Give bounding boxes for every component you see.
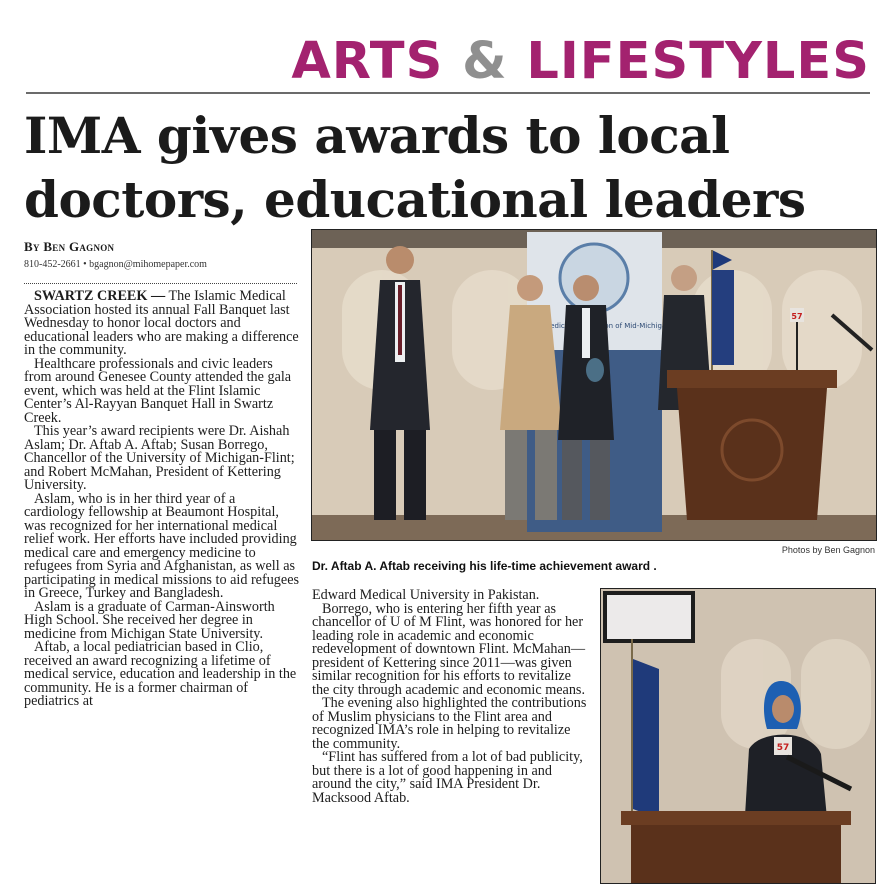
speaker-photo bbox=[600, 588, 876, 884]
article-paragraph: Borrego, who is entering her fifth year as chancellor of U of M Flint, was honored for her leading role in academic and economic redevelopment of downtown Flint. McMahan—president of Kettering since 2011—was given similar recognition for his efforts to revitalize the city through academic and economic means. bbox=[312, 600, 586, 698]
section-word-arts: ARTS bbox=[291, 32, 444, 91]
podium bbox=[621, 811, 851, 883]
article-paragraph: Edward Medical University in Pakistan. bbox=[312, 587, 540, 603]
mic-flag-text: 57 bbox=[776, 743, 790, 753]
article-column-2 bbox=[312, 589, 588, 805]
article-paragraph bbox=[24, 290, 299, 358]
section-ampersand: & bbox=[462, 32, 508, 91]
article-paragraph: Aftab, a local pediatrician based in Clio, received an award recognizing a lifetime of medical service, education and leadership in the community. He is a former chairman of pediatrics at bbox=[24, 639, 297, 709]
header-rule bbox=[26, 92, 870, 94]
article-paragraph: Healthcare professionals and civic leaders from around Genesee County attended the gala event, which was held at the Flint Islamic Center’s Al-Rayyan Banquet Hall in Swartz Creek. bbox=[24, 355, 292, 426]
banner-text: Medical of Mid-Michigan bbox=[544, 322, 671, 330]
contact-info: 810-452-2661 • bgagnon@mihomepaper.com bbox=[24, 259, 207, 270]
award-photo bbox=[311, 229, 877, 541]
photo-credit: Photos by Ben Gagnon bbox=[781, 545, 875, 555]
award-photo-illustration bbox=[312, 230, 876, 540]
mic-flag-text: 57 bbox=[791, 312, 803, 321]
photo-caption: Dr. Aftab A. Aftab receiving his life-time achievement award . bbox=[312, 559, 657, 573]
headline-line-1: IMA gives awards to local bbox=[24, 106, 730, 165]
speaker-photo-illustration bbox=[601, 589, 875, 883]
article-column-1 bbox=[24, 290, 299, 709]
dateline: SWARTZ CREEK — bbox=[34, 288, 166, 304]
paragraph-text: The Islamic Medical Association hosted its annual Fall Banquet last Wednesday to honor local doctors and educational leaders who are making a difference in the community. bbox=[24, 288, 299, 358]
article-paragraph: The evening also highlighted the contributions of Muslim physicians to the Flint area and recognized IMA’s role in helping to revitalize the community. bbox=[312, 695, 587, 752]
section-header bbox=[291, 32, 870, 92]
section-word-lifestyles: LIFESTYLES bbox=[526, 32, 870, 91]
article-paragraph: Aslam is a graduate of Carman-Ainsworth High School. She received her degree in medicine from Michigan State University. bbox=[24, 598, 275, 642]
dotted-divider bbox=[24, 283, 297, 284]
article-paragraph: This year’s award recipients were Dr. Aishah Aslam; Dr. Aftab A. Aftab; Susan Borrego, Chancellor of the University of Michigan-Flint; and Robert McMahan, President of Kettering University. bbox=[24, 423, 295, 493]
headline bbox=[24, 104, 844, 232]
podium bbox=[667, 370, 837, 520]
article-paragraph: “Flint has suffered from a lot of bad publicity, but there is a lot of good happening in and around the city,” said IMA President Dr. Macksood Aftab. bbox=[312, 749, 583, 806]
headline-line-2: doctors, educational leaders bbox=[24, 170, 806, 229]
byline: By Ben Gagnon bbox=[24, 239, 115, 254]
article-paragraph: Aslam, who is in her third year of a cardiology fellowship at Beaumont Hospital, was recognized for her international medical relief work. Her efforts have included providing medical care and emergency medicine to refugees from Syria and Afghanistan, as well as participating in medical missions to aid refugees in Greece, Turkey and Bangladesh. bbox=[24, 490, 300, 601]
